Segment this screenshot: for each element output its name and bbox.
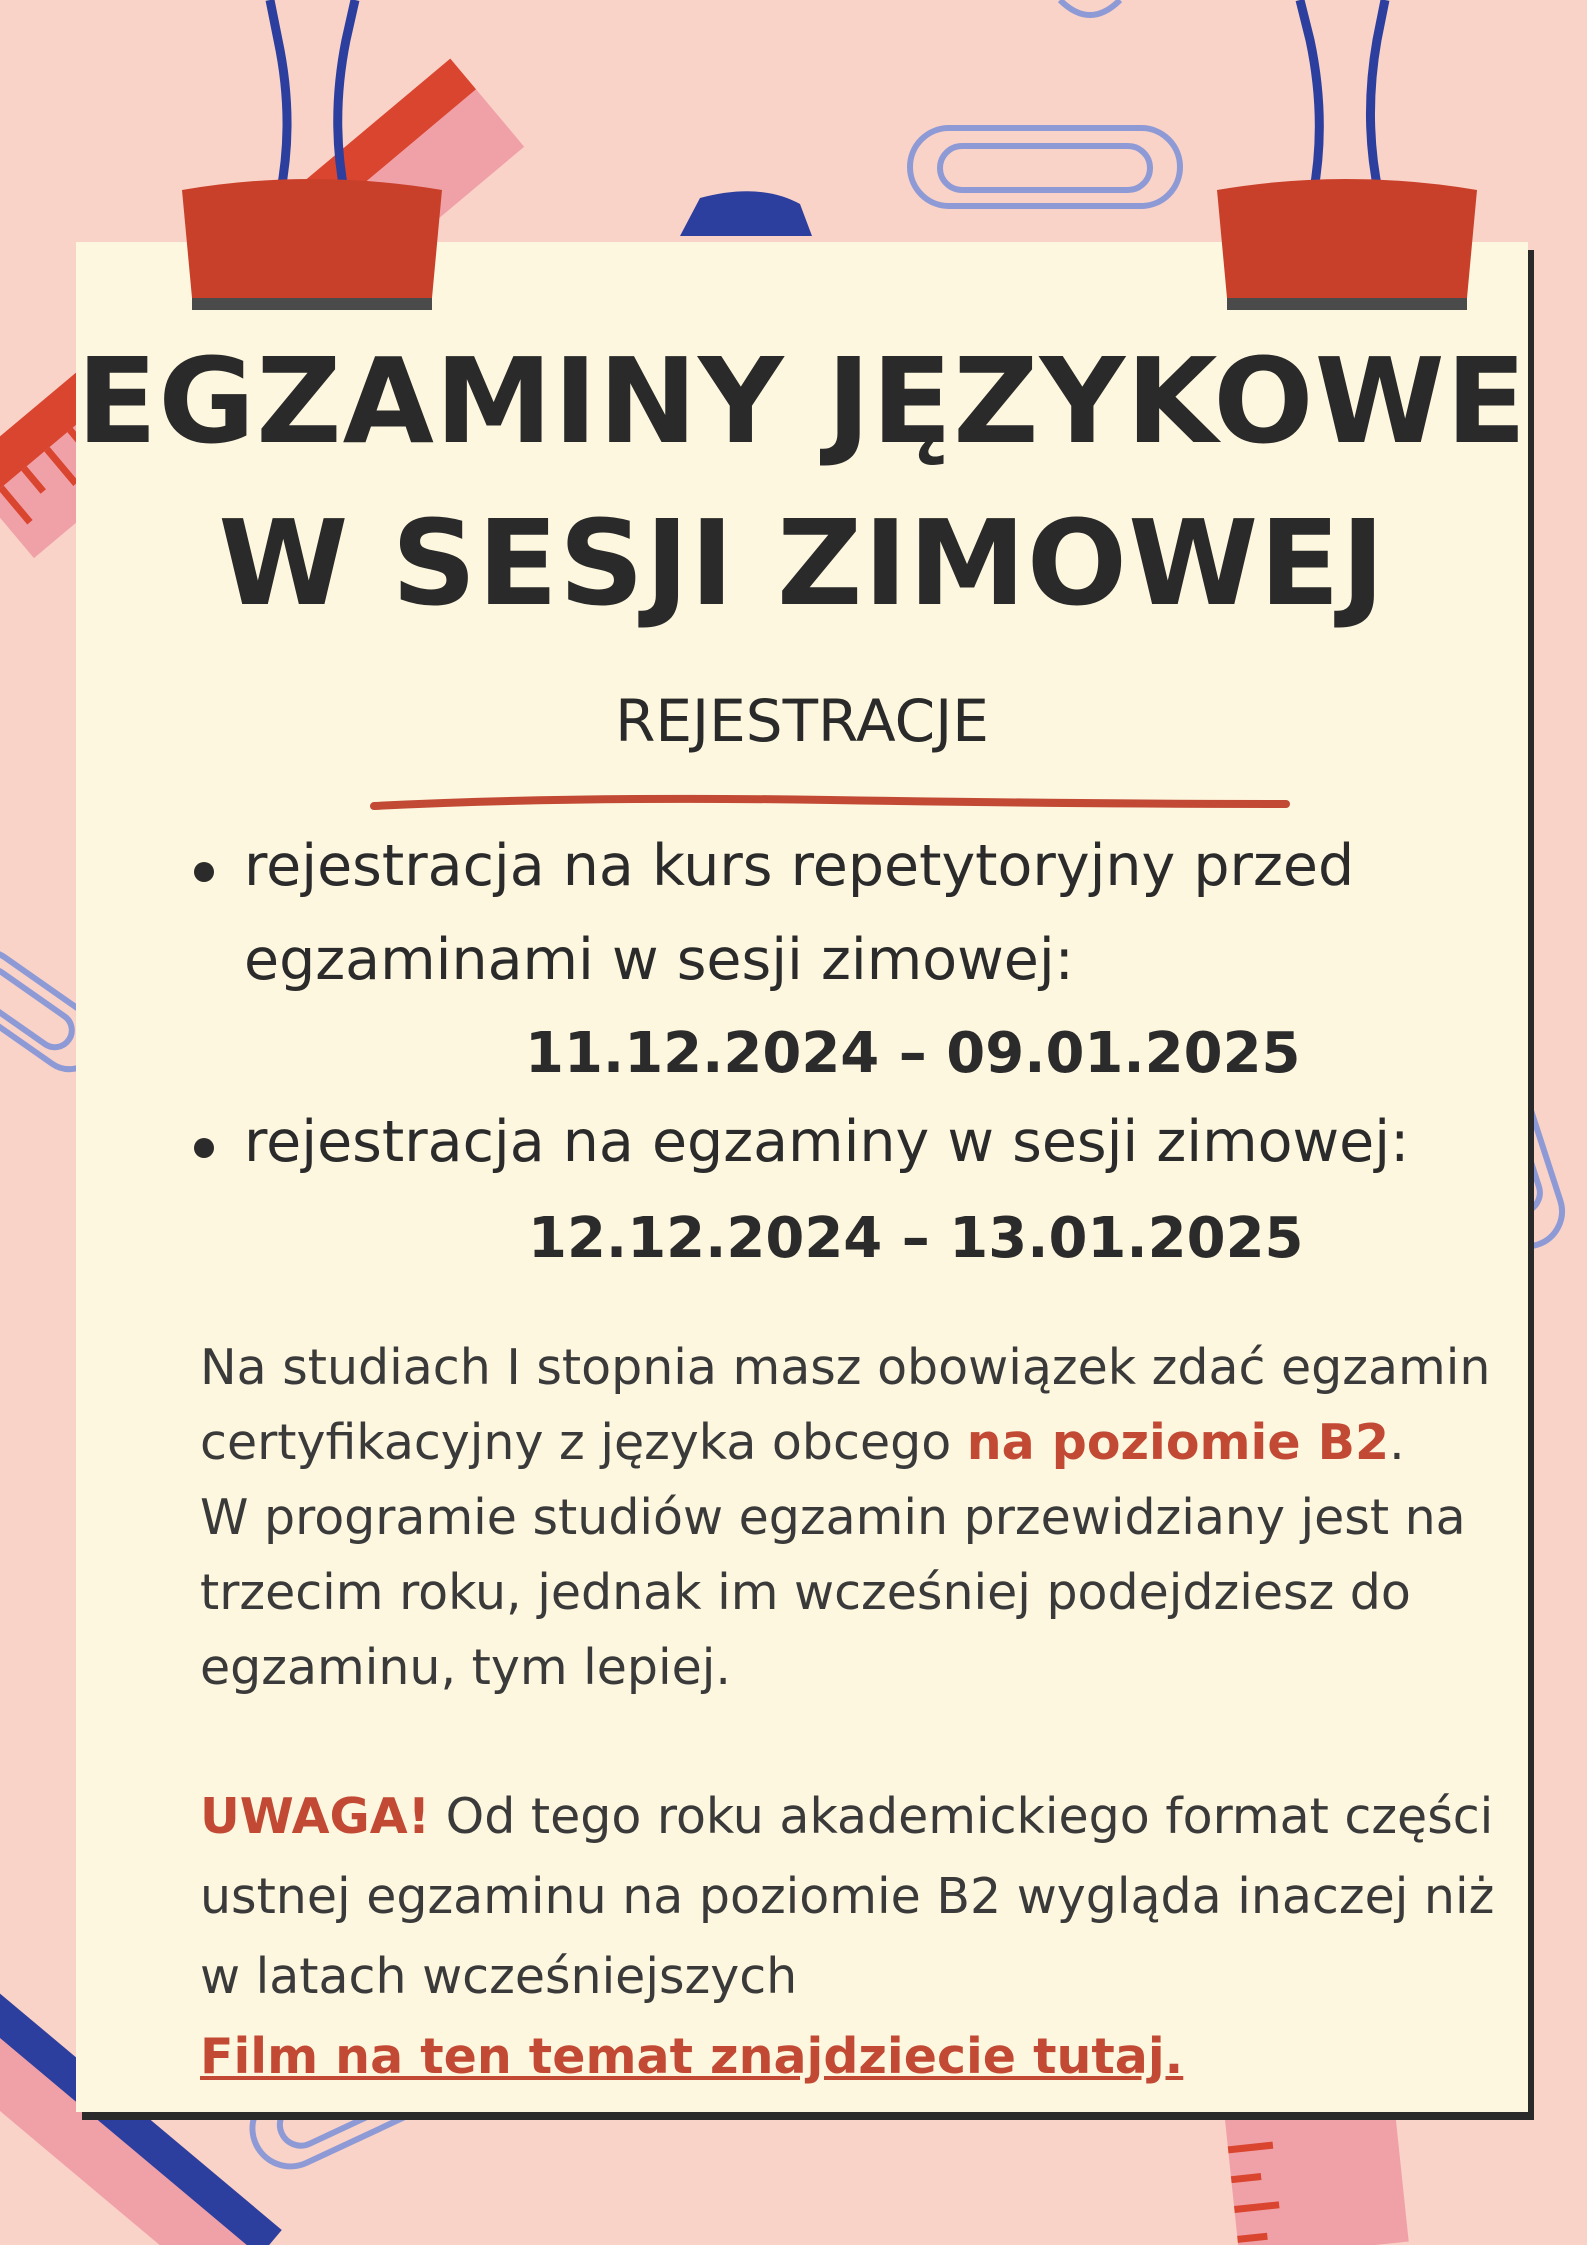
info-line-1: Na studiach I stopnia masz obowiązek zdać egzamin (200, 1339, 1491, 1396)
info-paragraph (200, 1330, 1490, 1705)
bullet-1-line2: egzaminami w sesji zimowej: (244, 927, 1074, 993)
binder-clip-icon (1205, 0, 1495, 320)
paperclip-icon (1060, 0, 1120, 15)
video-link[interactable]: Film na ten temat znajdziecie tutaj. (200, 2028, 1184, 2085)
info-line-2-text: certyfikacyjny z języka obcego (200, 1414, 967, 1471)
bullet-1-line1: rejestracja na kurs repetytoryjny przed (244, 833, 1355, 899)
poster-title-line2: W SESJI ZIMOWEJ (218, 494, 1386, 632)
ruler-icon (1225, 2102, 1409, 2245)
warning-paragraph (200, 1777, 1494, 2097)
brush-underline (370, 790, 1290, 820)
poster-title-line1: EGZAMINY JĘZYKOWE (76, 332, 1528, 470)
info-line-2-end: . (1389, 1414, 1405, 1471)
warning-line-3: w latach wcześniejszych (200, 1948, 798, 2005)
warning-label: UWAGA! (200, 1788, 431, 1845)
notice-paper (76, 242, 1528, 2112)
binder-clip-icon (170, 0, 460, 320)
b2-level-highlight: na poziomie B2 (966, 1414, 1390, 1471)
bullet-dot (194, 1138, 214, 1158)
info-line-2 (200, 1405, 1490, 1480)
paperclip-icon (910, 128, 1180, 206)
info-line-3: W programie studiów egzamin przewidziany jest na (200, 1489, 1466, 1546)
warning-line-2: ustnej egzaminu na poziomie B2 wygląda inaczej niż (200, 1868, 1495, 1925)
warning-line-1 (200, 1777, 1494, 1857)
bullet-2-line1: rejestracja na egzaminy w sesji zimowej: (244, 1109, 1410, 1175)
info-line-5: egzaminu, tym lepiej. (200, 1639, 731, 1696)
info-line-4: trzecim roku, jednak im wcześniej podejdziesz do (200, 1564, 1411, 1621)
bullet-2-date: 12.12.2024 – 13.01.2025 (528, 1206, 1304, 1271)
pencil-tip (680, 191, 812, 236)
bullet-1-date: 11.12.2024 – 09.01.2025 (525, 1021, 1301, 1086)
subtitle: REJESTRACJE (615, 687, 989, 755)
bullet-dot (194, 862, 214, 882)
warning-line-1-text: Od tego roku akademickiego format części (430, 1788, 1494, 1845)
